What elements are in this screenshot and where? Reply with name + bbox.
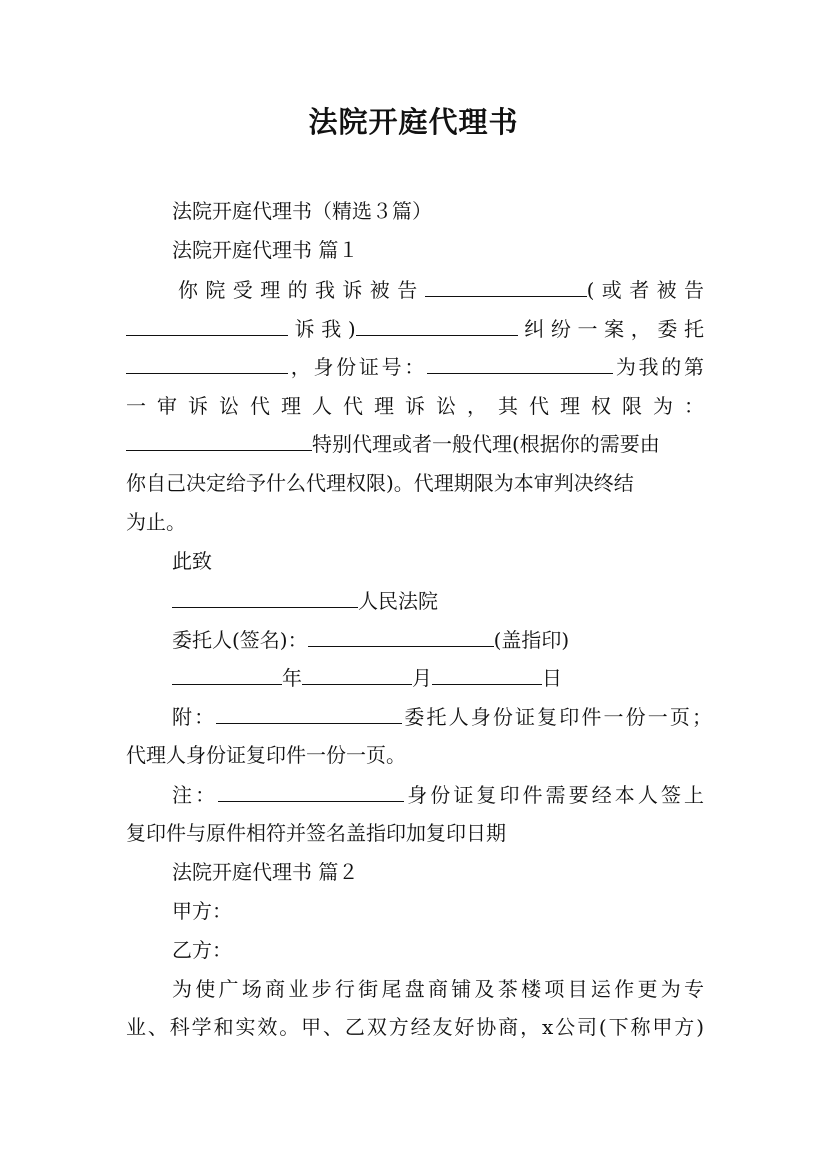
blank-line [218, 783, 404, 802]
paragraph-line: 一审诉讼代理人代理诉讼，其代理权限为： [126, 394, 704, 418]
signer-line [172, 626, 704, 654]
paragraph-line [178, 276, 704, 304]
month-label: 月 [412, 666, 432, 690]
part1-heading: 法院开庭代理书 篇１ [172, 238, 359, 262]
attachment-line [172, 703, 712, 731]
court-label: 人民法院 [358, 589, 438, 613]
blank-line [172, 589, 358, 608]
text-segment: 委托人身份证复印件一份一页； [402, 705, 712, 729]
note-label: 注： [172, 783, 219, 807]
attachment-label: 附： [172, 705, 217, 729]
paragraph-line: 业、科学和实效。甲、乙双方经友好协商，x公司(下称甲方) [126, 1015, 704, 1039]
day-label: 日 [542, 666, 562, 690]
court-line [172, 587, 704, 615]
text-segment: 诉我) [288, 317, 356, 341]
paragraph-line: 你自己决定给予什么代理权限)。代理期限为本审判决终结 [126, 471, 634, 495]
note-line: 复印件与原件相符并签名盖指印加复印日期 [126, 821, 506, 845]
part2-heading: 法院开庭代理书 篇２ [172, 860, 359, 884]
paragraph-line [126, 353, 704, 381]
blank-line [172, 666, 282, 685]
blank-line [126, 432, 312, 451]
note-line [172, 781, 704, 809]
paragraph-line: 为使广场商业步行街尾盘商铺及茶楼项目运作更为专 [172, 977, 704, 1001]
year-label: 年 [282, 666, 302, 690]
signer-suffix: (盖指印) [493, 628, 570, 652]
blank-line [126, 355, 288, 374]
date-line [172, 664, 704, 692]
text-segment: 你院受理的我诉被告 [178, 278, 425, 302]
blank-line [216, 705, 402, 724]
attachment-line: 代理人身份证复印件一份一页。 [126, 743, 406, 767]
text-segment: (或者被告 [586, 278, 704, 302]
party-b: 乙方： [172, 938, 232, 962]
paragraph-line [126, 315, 704, 343]
text-segment: 特别代理或者一般代理(根据你的需要由 [312, 432, 660, 456]
paragraph-line: 为止。 [126, 510, 186, 534]
text-segment: 为我的第 [613, 355, 704, 379]
blank-line [308, 628, 494, 647]
blank-line [427, 355, 613, 374]
signer-label: 委托人(签名)： [172, 628, 308, 652]
text-segment: ，身份证号： [288, 355, 428, 379]
blank-line [302, 666, 412, 685]
document-title: 法院开庭代理书 [308, 105, 519, 139]
salutation: 此致 [172, 549, 212, 573]
blank-line [126, 317, 288, 336]
text-segment: 身份证复印件需要经本人签上 [404, 783, 704, 807]
blank-line [425, 278, 587, 297]
text-segment: 纠纷一案，委托 [517, 317, 704, 341]
paragraph-line [126, 430, 704, 458]
blank-line [356, 317, 518, 336]
party-a: 甲方： [172, 899, 232, 923]
blank-line [432, 666, 542, 685]
subtitle: 法院开庭代理书（精选３篇） [172, 199, 432, 223]
